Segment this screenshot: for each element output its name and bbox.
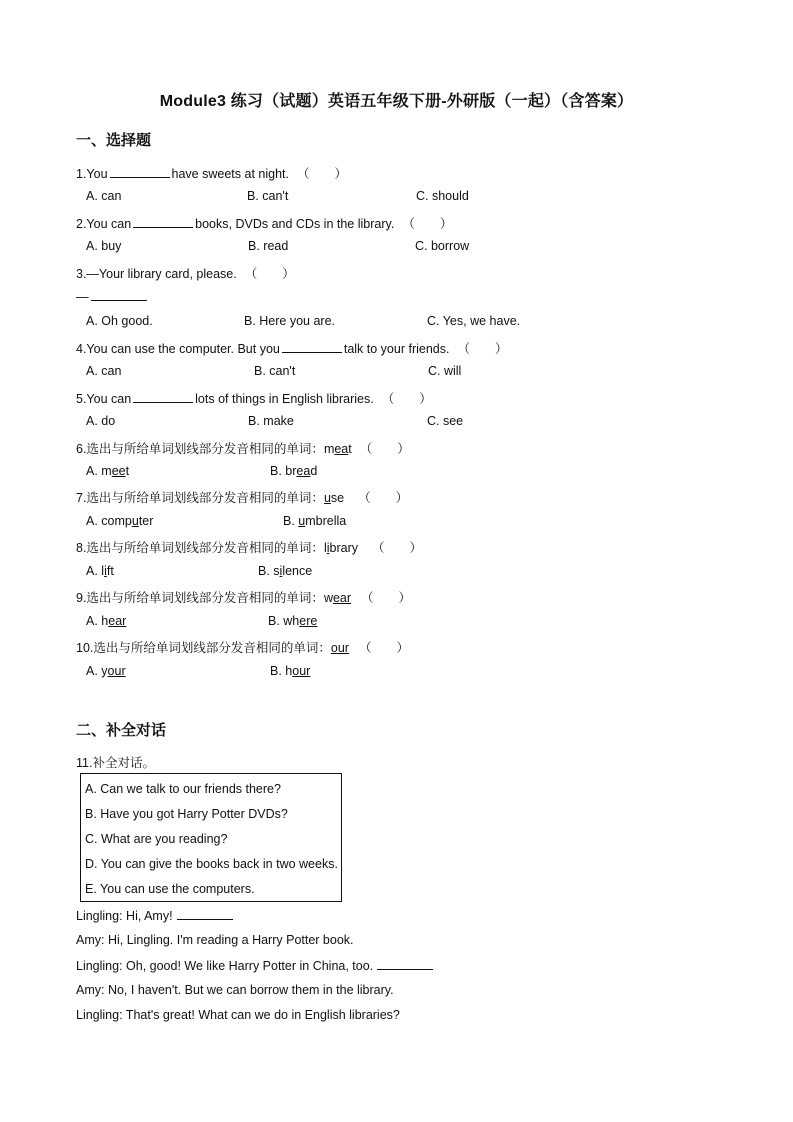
- word-underlined: i: [104, 564, 107, 578]
- option-b: [258, 564, 312, 578]
- word-part: brary: [329, 541, 358, 555]
- box-option-a: A. Can we talk to our friends there?: [85, 782, 281, 796]
- question-text: 6.选出与所给单词划线部分发音相同的单词：: [76, 442, 324, 456]
- option-b: B. Here you are.: [244, 314, 336, 328]
- question-text: lots of things in English libraries.: [195, 392, 374, 406]
- option-c: C. will: [428, 364, 462, 378]
- word-underlined: i: [279, 564, 283, 578]
- option-a: [86, 664, 126, 678]
- question-text: books, DVDs and CDs in the library.: [195, 217, 395, 231]
- section-heading-choice: 一、选择题: [76, 132, 152, 149]
- word-underlined: ere: [299, 614, 318, 628]
- question-6: [76, 439, 410, 457]
- answer-blank: [133, 391, 193, 403]
- word-underlined: i: [326, 541, 330, 555]
- word-part: A. comp: [86, 514, 132, 528]
- question-text: 7.选出与所给单词划线部分发音相同的单词：: [76, 491, 324, 505]
- word-underlined: u: [131, 514, 139, 528]
- answer-paren: （ ）: [361, 591, 412, 605]
- word-part: B.: [283, 514, 299, 528]
- word-part: m: [323, 442, 335, 456]
- question-text: 5.You can: [76, 392, 132, 406]
- question-text: 8.选出与所给单词划线部分发音相同的单词：: [76, 541, 324, 555]
- dialog-line: [76, 908, 235, 923]
- answer-paren: （ ）: [359, 442, 410, 456]
- word-part: A. l: [86, 564, 105, 578]
- answer-paren: （ ）: [296, 167, 347, 181]
- section-heading-dialog: 二、补全对话: [76, 722, 167, 739]
- word-part: ft: [106, 564, 114, 578]
- word-part: A. h: [86, 614, 109, 628]
- answer-blank: [377, 958, 433, 970]
- question-text: 10.选出与所给单词划线部分发音相同的单词：: [76, 641, 331, 655]
- question-5: [76, 389, 432, 407]
- word-part: A. m: [86, 464, 112, 478]
- question-text: have sweets at night.: [171, 167, 289, 181]
- dialog-line: Amy: No, I haven't. But we can borrow them in the library.: [76, 983, 394, 997]
- option-b: [283, 514, 346, 528]
- option-b: [270, 464, 317, 478]
- option-c: C. see: [427, 414, 464, 428]
- option-c: C. should: [416, 189, 469, 203]
- option-b: B. read: [248, 239, 289, 253]
- question-3: [76, 264, 295, 282]
- option-b: [270, 664, 310, 678]
- box-option-c: C. What are you reading?: [85, 832, 228, 846]
- question-11-label: 11.补全对话。: [76, 756, 155, 770]
- option-a: [86, 614, 126, 628]
- question-8: [76, 538, 422, 556]
- word-part: lence: [282, 564, 313, 578]
- answer-blank: [177, 908, 233, 920]
- word-underlined: ea: [296, 464, 311, 478]
- option-a: A. can: [86, 364, 122, 378]
- dialog-line: Amy: Hi, Lingling. I'm reading a Harry Potter book.: [76, 933, 354, 947]
- question-3-reply: [76, 289, 149, 304]
- question-text: 3.—Your library card, please.: [76, 267, 237, 281]
- answer-paren: （ ）: [457, 342, 508, 356]
- box-option-b: B. Have you got Harry Potter DVDs?: [85, 807, 288, 821]
- answer-paren: （ ）: [358, 641, 409, 655]
- option-a: [86, 564, 114, 578]
- answer-paren: （ ）: [402, 217, 453, 231]
- question-9: [76, 588, 411, 606]
- word-part: B. br: [270, 464, 297, 478]
- word-underlined: u: [298, 514, 306, 528]
- answer-paren: （ ）: [381, 392, 432, 406]
- option-a: [86, 514, 153, 528]
- word-part: B. wh: [268, 614, 300, 628]
- option-b: B. can't: [254, 364, 296, 378]
- word-part: w: [323, 591, 333, 605]
- reply-dash: —: [76, 290, 89, 304]
- dialog-text: Lingling: Oh, good! We like Harry Potter in China, too.: [76, 959, 374, 973]
- page-title: Module3 练习（试题）英语五年级下册-外研版（一起）（含答案）: [159, 93, 634, 110]
- option-a: A. do: [86, 414, 116, 428]
- question-text: talk to your friends.: [343, 342, 450, 356]
- question-2: [76, 214, 452, 232]
- question-7: [76, 488, 408, 506]
- word-part: se: [330, 491, 345, 505]
- word-part: B. h: [270, 664, 293, 678]
- dialog-line: Lingling: That's great! What can we do in English libraries?: [76, 1008, 400, 1022]
- word-underlined: u: [323, 491, 331, 505]
- option-a: A. buy: [86, 239, 122, 253]
- word-underlined: ear: [332, 591, 352, 605]
- word-underlined: our: [292, 664, 311, 678]
- word-underlined: ee: [111, 464, 126, 478]
- question-1: [76, 164, 347, 182]
- word-part: t: [125, 464, 130, 478]
- answer-blank: [110, 166, 170, 178]
- word-part: mbrella: [305, 514, 347, 528]
- box-option-e: E. You can use the computers.: [85, 882, 255, 896]
- question-text: 2.You can: [76, 217, 132, 231]
- answer-paren: （ ）: [358, 491, 409, 505]
- word-part: t: [348, 442, 352, 456]
- answer-blank: [282, 341, 342, 353]
- word-underlined: our: [107, 664, 126, 678]
- question-text: 9.选出与所给单词划线部分发音相同的单词：: [76, 591, 324, 605]
- word-underlined: ear: [108, 614, 127, 628]
- answer-paren: （ ）: [371, 541, 422, 555]
- question-10: [76, 638, 409, 656]
- question-text: 1.You: [76, 167, 108, 181]
- word-part: d: [310, 464, 318, 478]
- box-option-d: D. You can give the books back in two weeks.: [85, 857, 338, 871]
- word-part: A. y: [86, 664, 108, 678]
- options-box: [80, 773, 342, 902]
- dialog-text: Lingling: Hi, Amy!: [76, 909, 173, 923]
- option-c: C. Yes, we have.: [427, 314, 521, 328]
- option-a: A. Oh good.: [86, 314, 153, 328]
- question-4: [76, 339, 507, 357]
- question-text: 4.You can use the computer. But you: [76, 342, 280, 356]
- option-a: [86, 464, 129, 478]
- option-b: [268, 614, 317, 628]
- option-b: B. can't: [247, 189, 289, 203]
- answer-blank: [133, 216, 193, 228]
- option-b: B. make: [248, 414, 294, 428]
- word-part: ter: [138, 514, 154, 528]
- option-a: A. can: [86, 189, 122, 203]
- answer-paren: （ ）: [244, 267, 295, 281]
- answer-blank: [91, 289, 147, 301]
- word-underlined: our: [330, 641, 349, 655]
- option-c: C. borrow: [415, 239, 470, 253]
- word-underlined: ea: [334, 442, 349, 456]
- word-part: B. s: [258, 564, 280, 578]
- dialog-line: [76, 958, 435, 973]
- word-part: l: [323, 541, 327, 555]
